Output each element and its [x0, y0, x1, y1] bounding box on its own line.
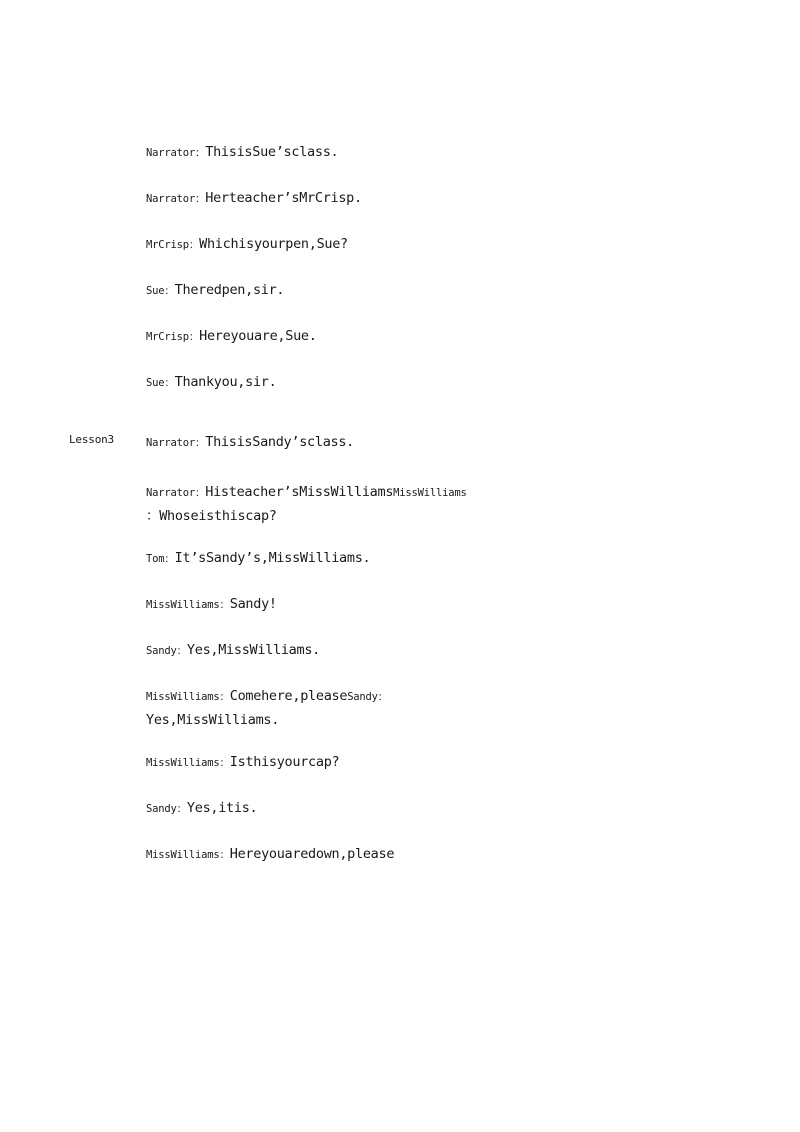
- speaker-label: Tom：: [146, 553, 175, 565]
- speech-text: Yes,itis.: [186, 800, 258, 816]
- speech-text: Histeacher’sMissWilliams: [205, 484, 394, 500]
- speech-text: ThisisSue’sclass.: [205, 144, 339, 160]
- dialogue-line: [146, 638, 486, 662]
- speech-text: Thankyou,sir.: [174, 374, 277, 390]
- speech-text: Hereyouaredown,please: [229, 846, 395, 862]
- speaker-label: Sandy：: [146, 645, 187, 657]
- speaker-label: MissWilliams：: [146, 691, 230, 703]
- speaker-label: Narrator：: [146, 147, 206, 159]
- speaker-label: Sandy：: [146, 803, 187, 815]
- dialogue-line: [146, 370, 486, 394]
- dialogue-line: [146, 232, 486, 256]
- speaker-label: Narrator：: [146, 193, 206, 205]
- dialogue-line: [146, 278, 486, 302]
- speech-text: Theredpen,sir.: [174, 282, 285, 298]
- speech-text: Hereyouare,Sue.: [199, 328, 317, 344]
- lesson-heading: Lesson3: [69, 433, 114, 446]
- dialogue-line: [146, 592, 486, 616]
- speaker-label: MissWilliams：: [146, 849, 230, 861]
- speech-text: Yes,MissWilliams.: [186, 642, 320, 658]
- speaker-label: Sandy：: [347, 691, 389, 703]
- dialogue-line: [146, 750, 486, 774]
- dialogue-line: [146, 796, 486, 820]
- speech-text: Sandy!: [229, 596, 277, 612]
- speaker-label: MissWilliams：: [146, 757, 230, 769]
- speech-text: Isthisyourcap?: [229, 754, 340, 770]
- speech-text: ：Whoseisthiscap?: [146, 508, 277, 524]
- speech-text: Whichisyourpen,Sue?: [199, 236, 348, 252]
- dialogue-line: [146, 140, 486, 164]
- dialogue-line: [146, 684, 486, 731]
- dialogue-line: [146, 546, 486, 570]
- dialogue-line: [146, 430, 486, 454]
- speech-text: Herteacher’sMrCrisp.: [205, 190, 362, 206]
- speaker-label: MrCrisp：: [146, 239, 200, 251]
- speaker-label: MrCrisp：: [146, 331, 200, 343]
- speaker-label: MissWilliams：: [146, 599, 230, 611]
- dialogue-line: [146, 324, 486, 348]
- speaker-label: Sue：: [146, 377, 175, 389]
- dialogue-line: [146, 842, 486, 866]
- speaker-label: MissWilliams: [393, 487, 467, 499]
- speaker-label: Sue：: [146, 285, 175, 297]
- speech-text: Yes,MissWilliams.: [146, 712, 280, 728]
- dialogue-line: [146, 480, 486, 527]
- speech-text: ThisisSandy’sclass.: [205, 434, 355, 450]
- speaker-label: Narrator：: [146, 437, 206, 449]
- speaker-label: Narrator：: [146, 487, 206, 499]
- speech-text: Comehere,please: [229, 688, 348, 704]
- speech-text: It’sSandy’s,MissWilliams.: [174, 550, 371, 566]
- dialogue-line: [146, 186, 486, 210]
